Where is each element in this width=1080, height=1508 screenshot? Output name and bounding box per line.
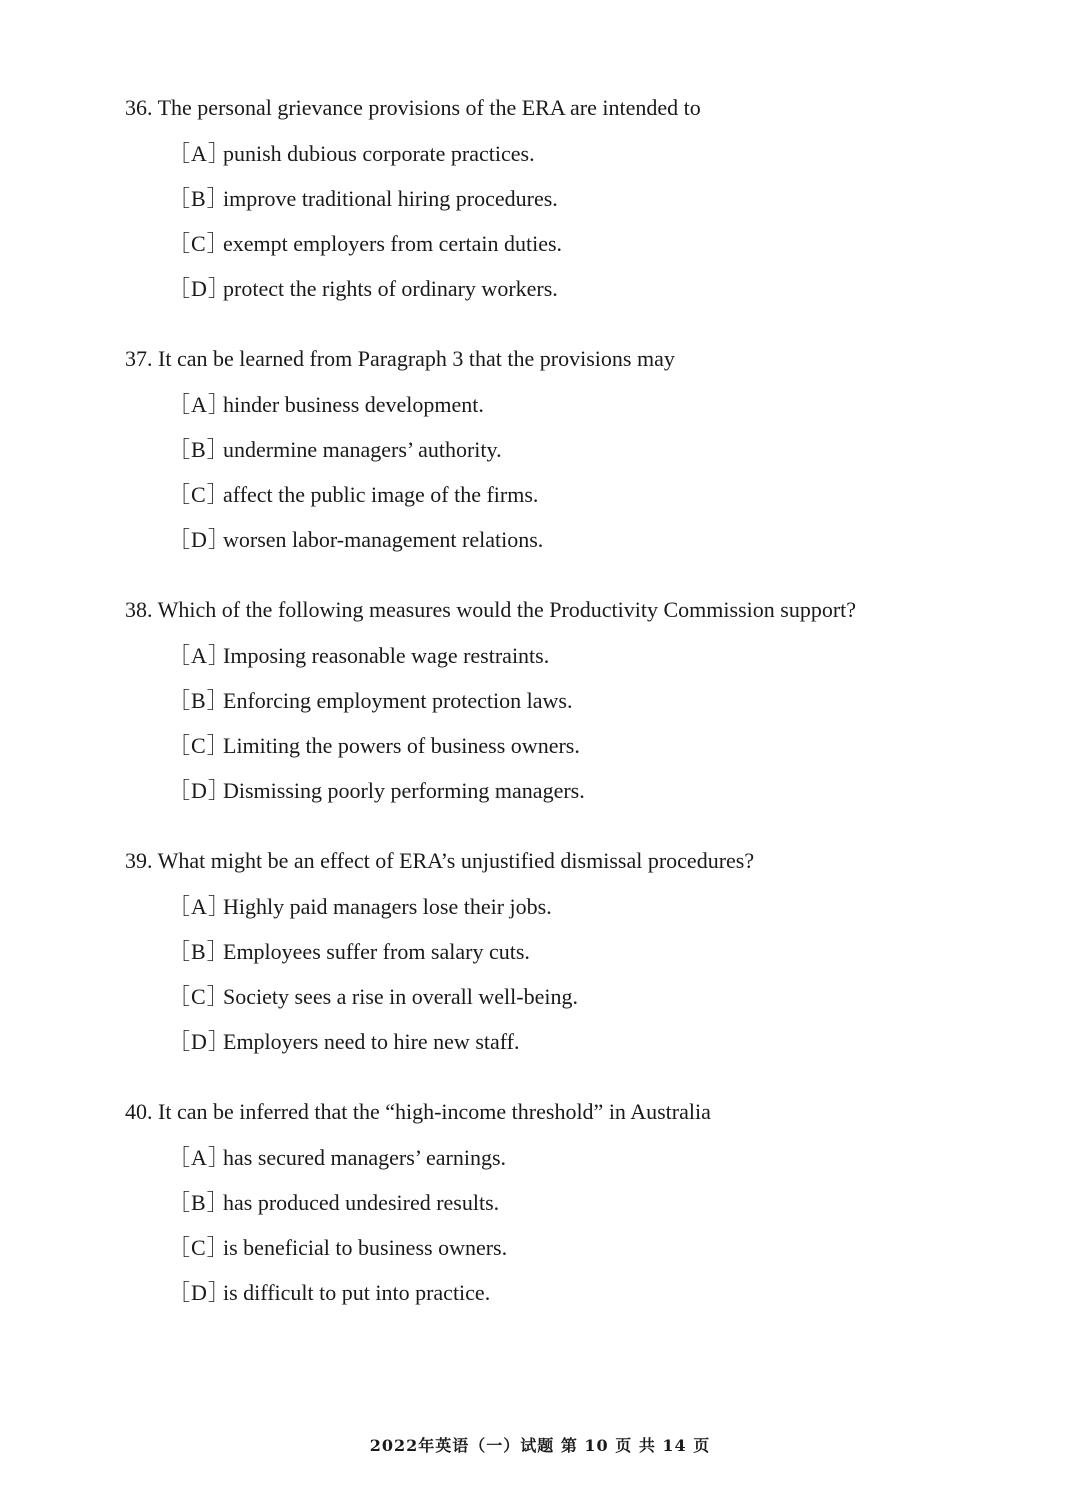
option-text: has produced undesired results.	[223, 1190, 500, 1215]
option-c	[125, 982, 1025, 1027]
option-letter: ［A］	[168, 643, 231, 668]
option-text: is beneficial to business owners.	[223, 1235, 508, 1260]
option-text: Employers need to hire new staff.	[223, 1029, 520, 1054]
option-text: Limiting the powers of business owners.	[223, 733, 580, 758]
answer-options	[125, 892, 1025, 1072]
question-37	[125, 344, 1025, 570]
option-c	[125, 480, 1025, 525]
option-text: Enforcing employment protection laws.	[223, 688, 573, 713]
option-letter: ［B］	[168, 186, 230, 211]
option-letter: ［C］	[168, 231, 230, 256]
option-letter: ［C］	[168, 733, 230, 758]
option-text: Imposing reasonable wage restraints.	[223, 643, 550, 668]
option-letter: ［D］	[168, 276, 231, 301]
option-text: undermine managers’ authority.	[223, 437, 502, 462]
option-letter: ［A］	[168, 141, 231, 166]
option-text: hinder business development.	[223, 392, 484, 417]
option-letter: ［B］	[168, 1190, 230, 1215]
option-text: is difficult to put into practice.	[223, 1280, 491, 1305]
option-text: protect the rights of ordinary workers.	[223, 276, 558, 301]
option-text: Society sees a rise in overall well-being.	[223, 984, 578, 1009]
option-letter: ［D］	[168, 1280, 231, 1305]
option-text: improve traditional hiring procedures.	[223, 186, 558, 211]
question-stem: 39. What might be an effect of ERA’s unjustified dismissal procedures?	[125, 848, 755, 873]
option-letter: ［A］	[168, 894, 231, 919]
question-stem: 36. The personal grievance provisions of the ERA are intended to	[125, 95, 701, 120]
option-text: worsen labor-management relations.	[223, 527, 544, 552]
option-letter: ［C］	[168, 1235, 230, 1260]
question-39	[125, 846, 1025, 1072]
option-a	[125, 390, 1025, 435]
option-letter: ［D］	[168, 1029, 231, 1054]
question-40	[125, 1097, 1025, 1323]
option-letter: ［B］	[168, 437, 230, 462]
question-stem: 38. Which of the following measures would the Productivity Commission support?	[125, 597, 857, 622]
option-b	[125, 686, 1025, 731]
option-c	[125, 731, 1025, 776]
answer-options	[125, 139, 1025, 319]
question-36	[125, 93, 1025, 319]
answer-options	[125, 641, 1025, 821]
option-b	[125, 937, 1025, 982]
option-text: affect the public image of the firms.	[223, 482, 539, 507]
option-c	[125, 229, 1025, 274]
answer-options	[125, 390, 1025, 570]
question-stem: 40. It can be inferred that the “high-income threshold” in Australia	[125, 1099, 711, 1124]
option-b	[125, 1188, 1025, 1233]
option-text: exempt employers from certain duties.	[223, 231, 563, 256]
option-d	[125, 1027, 1025, 1072]
option-b	[125, 435, 1025, 480]
option-text: punish dubious corporate practices.	[223, 141, 535, 166]
answer-options	[125, 1143, 1025, 1323]
option-d	[125, 525, 1025, 570]
option-letter: ［B］	[168, 688, 230, 713]
option-letter: ［A］	[168, 1145, 231, 1170]
option-text: Highly paid managers lose their jobs.	[223, 894, 552, 919]
option-a	[125, 641, 1025, 686]
option-c	[125, 1233, 1025, 1278]
question-38	[125, 595, 1025, 821]
option-a	[125, 139, 1025, 184]
option-text: Employees suffer from salary cuts.	[223, 939, 530, 964]
option-letter: ［C］	[168, 482, 230, 507]
option-letter: ［A］	[168, 392, 231, 417]
question-stem: 37. It can be learned from Paragraph 3 that the provisions may	[125, 346, 675, 371]
option-d	[125, 274, 1025, 319]
option-letter: ［C］	[168, 984, 230, 1009]
option-letter: ［D］	[168, 527, 231, 552]
option-d	[125, 1278, 1025, 1323]
option-letter: ［D］	[168, 778, 231, 803]
option-a	[125, 892, 1025, 937]
option-a	[125, 1143, 1025, 1188]
option-text: has secured managers’ earnings.	[223, 1145, 507, 1170]
option-b	[125, 184, 1025, 229]
option-d	[125, 776, 1025, 821]
option-letter: ［B］	[168, 939, 230, 964]
option-text: Dismissing poorly performing managers.	[223, 778, 585, 803]
page-footer: 2022年英语（一）试题 第 10 页 共 14 页	[369, 1436, 711, 1455]
